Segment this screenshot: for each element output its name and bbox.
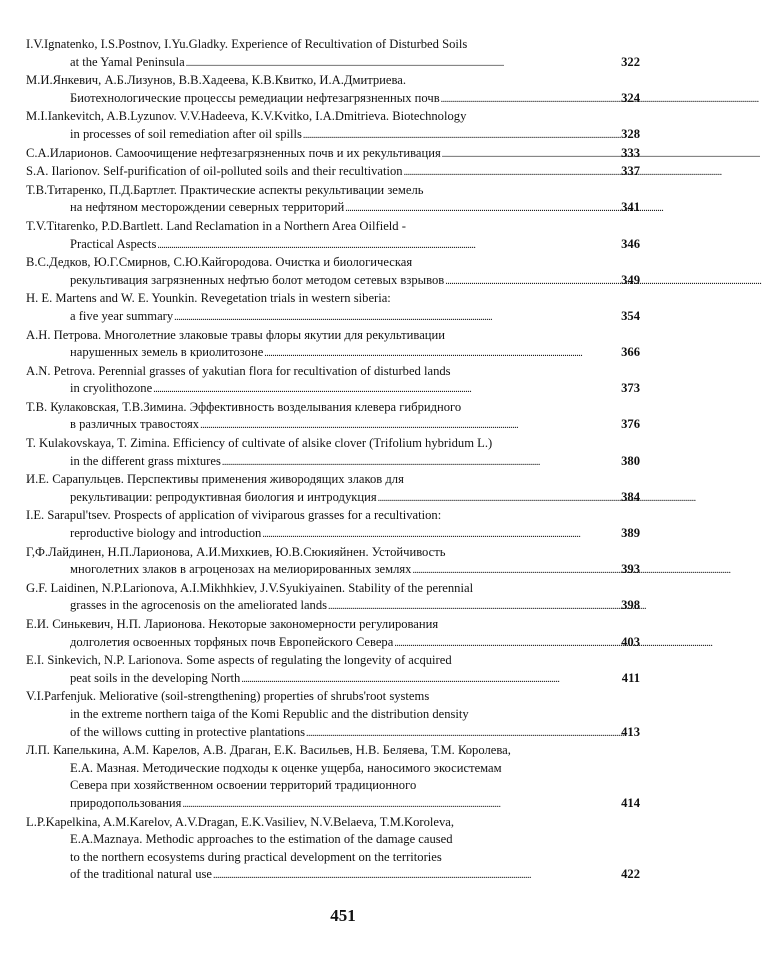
toc-page-number: 380 xyxy=(621,453,640,468)
dot-leader xyxy=(200,416,620,435)
toc-entry-text: Г,Ф.Лайдинен, Н.П.Ларионова, А.И.Михкиев, Ю.В.Сюкияйнен. Устойчивость xyxy=(26,544,446,559)
toc-entry-line xyxy=(26,254,640,272)
toc-entry-text: in the extreme northern taiga of the Komi Republic and the distribution density xyxy=(70,706,469,721)
toc-page-number: 373 xyxy=(621,381,640,396)
toc-entry-line xyxy=(26,866,640,885)
toc-page-number: 376 xyxy=(621,417,640,432)
toc-entry-text: reproductive biology and introduction xyxy=(70,526,262,541)
toc-entry xyxy=(26,580,640,616)
toc-entry-line xyxy=(26,36,640,54)
toc-entry-line xyxy=(26,145,640,164)
toc-page-number: 389 xyxy=(621,526,640,541)
toc-entry-text: Биотехнологические процессы ремедиации нефтезагрязненных почв xyxy=(70,90,440,105)
toc-entry-text: многолетних злаков в агроценозах на мелиорированных землях xyxy=(70,562,412,577)
toc-entry-text: L.P.Kapelkina, A.M.Karelov, A.V.Dragan, E.K.Vasiliev, N.V.Belaeva, T.M.Koroleva, xyxy=(26,814,454,829)
toc-entry xyxy=(26,254,640,290)
toc-entry-line xyxy=(26,327,640,345)
toc-entry-line xyxy=(26,814,640,832)
toc-entry-text: в различных травостоях xyxy=(70,417,200,432)
toc-entry-text: долголетия освоенных торфяных почв Европейского Севера xyxy=(70,634,394,649)
toc-page-number: 322 xyxy=(621,54,640,69)
toc-entry-text: H. E. Martens and W. E. Younkin. Revegetation trials in western siberia: xyxy=(26,291,391,306)
dot-leader xyxy=(442,145,620,164)
toc-entry-text: of the traditional natural use xyxy=(70,867,212,882)
toc-entry-line xyxy=(26,507,640,525)
toc-entry-text: G.F. Laidinen, N.P.Larionova, A.I.Mikhhkiev, J.V.Syukiyainen. Stability of the perennial xyxy=(26,580,474,595)
toc-entry-text: S.A. Ilarionov. Self-purification of oil-polluted soils and their recultivation xyxy=(26,164,403,179)
toc-entry-line xyxy=(26,616,640,634)
toc-entry-line xyxy=(26,108,640,126)
toc-entry-line xyxy=(26,218,640,236)
toc-entry xyxy=(26,652,640,688)
toc-entry xyxy=(26,182,640,218)
toc-entry-text: А.Н. Петрова. Многолетние злаковые травы флоры якутии для рекультивации xyxy=(26,327,445,342)
toc-entry-text: a five year summary xyxy=(70,308,174,323)
toc-entry-line xyxy=(26,724,640,743)
toc-page-number: 422 xyxy=(621,867,640,882)
toc-entry xyxy=(26,327,640,363)
toc-entry-text: A.N. Petrova. Perennial grasses of yakutian flora for recultivation of disturbed lands xyxy=(26,363,451,378)
toc-entry-line xyxy=(26,72,640,90)
toc-entry-text: I.V.Ignatenko, I.S.Postnov, I.Yu.Gladky. Experience of Recultivation of Disturbed Soils xyxy=(26,37,468,51)
toc-entry xyxy=(26,507,640,543)
dot-leader xyxy=(262,525,620,544)
dot-leader xyxy=(157,236,620,255)
toc-entry xyxy=(26,688,640,742)
toc-entry-line xyxy=(26,688,640,706)
toc-entry xyxy=(26,290,640,326)
toc-page-number: 414 xyxy=(621,795,640,810)
toc-entry-line xyxy=(26,670,640,689)
toc-entry-text: peat soils in the developing North xyxy=(70,670,241,685)
toc-entry xyxy=(26,814,640,885)
toc-entry xyxy=(26,399,640,435)
toc-entry-line xyxy=(26,652,640,670)
toc-entry xyxy=(26,471,640,507)
toc-entry-line xyxy=(26,163,640,182)
toc-entry-line xyxy=(26,580,640,598)
toc-entry-line xyxy=(26,236,640,255)
toc-entry-text: нарушенных земель в криолитозоне xyxy=(70,345,264,360)
toc-entry-text: T. Kulakovskaya, T. Zimina. Efficiency of cultivate of alsike clover (Trifolium hybridum L.) xyxy=(26,436,493,451)
toc-entry-line xyxy=(26,544,640,562)
dot-leader xyxy=(241,670,620,689)
toc-entry xyxy=(26,163,640,182)
toc-entry-line xyxy=(26,525,640,544)
dot-leader xyxy=(345,199,620,218)
toc-entry-line xyxy=(26,54,640,73)
toc-entry-line xyxy=(26,290,640,308)
toc-page-number: 398 xyxy=(621,598,640,613)
toc-page-number: 337 xyxy=(621,164,640,179)
toc-entry-text: I.E. Sarapul'tsev. Prospects of application of viviparous grasses for a recultivation: xyxy=(26,508,442,523)
toc-entry-text: grasses in the agrocenosis on the ameliorated lands xyxy=(70,598,328,613)
toc-entry-line xyxy=(26,760,640,778)
table-of-contents xyxy=(26,36,640,885)
toc-entry-line xyxy=(26,363,640,381)
toc-entry-text: рекультивация загрязненных нефтью болот методом сетевых взрывов xyxy=(70,272,445,287)
dot-leader xyxy=(186,54,620,73)
toc-entry-text: V.I.Parfenjuk. Meliorative (soil-strengthening) properties of shrubs'root systems xyxy=(26,689,430,704)
toc-entry-text: Л.П. Капелькина, А.М. Карелов, А.В. Драган, Е.К. Васильев, Н.В. Беляева, Т.М. Королева, xyxy=(26,743,511,758)
toc-entry-line xyxy=(26,344,640,363)
toc-entry-line xyxy=(26,471,640,489)
toc-entry xyxy=(26,72,640,108)
toc-entry-line xyxy=(26,795,640,814)
toc-entry-line xyxy=(26,435,640,453)
toc-entry xyxy=(26,108,640,144)
toc-page-number: 366 xyxy=(621,345,640,360)
toc-entry-text: Севера при хозяйственном освоении территорий традиционного xyxy=(70,778,417,793)
toc-page-number: 354 xyxy=(621,308,640,323)
toc-entry-line xyxy=(26,634,640,653)
toc-entry-text: М.И.Янкевич, А.Б.Лизунов, В.В.Хадеева, К.В.Квитко, И.А.Дмитриева. xyxy=(26,73,407,88)
toc-entry-text: of the willows cutting in protective plantations xyxy=(70,724,306,739)
toc-entry-line xyxy=(26,706,640,724)
toc-entry-text: И.Е. Сарапульцев. Перспективы применения живородящих злаков для xyxy=(26,472,404,487)
toc-entry-text: В.С.Дедков, Ю.Г.Смирнов, С.Ю.Кайгородова. Очистка и биологическая xyxy=(26,255,413,270)
toc-page-number: 324 xyxy=(621,90,640,105)
toc-entry-text: in cryolithozone xyxy=(70,381,153,396)
toc-entry-text: at the Yamal Peninsula xyxy=(70,54,185,69)
toc-entry-line xyxy=(26,742,640,760)
toc-page-number: 346 xyxy=(621,236,640,251)
toc-entry-line xyxy=(26,399,640,417)
toc-entry-text: С.А.Иларионов. Самоочищение нефтезагрязненных почв и их рекультивация xyxy=(26,145,441,160)
toc-entry-text: Т.В. Кулаковская, Т.В.Зимина. Эффективность возделывания клевера гибридного xyxy=(26,399,462,414)
toc-entry-text: to the northern ecosystems during practical development on the territories xyxy=(70,849,442,864)
toc-page-number: 403 xyxy=(621,634,640,649)
toc-entry-text: рекультивации: репродуктивная биология и интродукция xyxy=(70,489,377,504)
toc-entry-line xyxy=(26,489,640,508)
page-number: 451 xyxy=(330,906,356,925)
toc-page-number: 333 xyxy=(621,145,640,160)
toc-entry xyxy=(26,616,640,652)
toc-entry-line xyxy=(26,849,640,867)
toc-entry-text: Practical Aspects xyxy=(70,236,157,251)
toc-entry-text: M.I.Iankevitch, A.B.Lyzunov. V.V.Hadeeva, K.V.Kvitko, I.A.Dmitrieva. Biotechnology xyxy=(26,109,467,124)
dot-leader xyxy=(328,597,620,616)
dot-leader xyxy=(378,489,620,508)
toc-page-number: 411 xyxy=(621,670,640,685)
toc-entry-line xyxy=(26,597,640,616)
toc-entry xyxy=(26,218,640,254)
toc-entry-line xyxy=(26,272,640,291)
toc-page-number: 413 xyxy=(621,724,640,739)
toc-entry-line xyxy=(26,416,640,435)
toc-entry-text: T.V.Titarenko, P.D.Bartlett. Land Reclamation in a Northern Area Oilfield - xyxy=(26,218,406,233)
toc-entry-text: in the different grass mixtures xyxy=(70,453,221,468)
toc-entry xyxy=(26,742,640,813)
toc-entry xyxy=(26,36,640,72)
toc-entry xyxy=(26,363,640,399)
toc-entry xyxy=(26,435,640,471)
toc-entry-text: in processes of soil remediation after oil spills xyxy=(70,126,302,141)
dot-leader xyxy=(412,561,620,580)
toc-entry-text: E.I. Sinkevich, N.P. Larionova. Some aspects of regulating the longevity of acquired xyxy=(26,653,452,668)
toc-entry-line xyxy=(26,831,640,849)
dot-leader xyxy=(306,724,620,743)
toc-entry xyxy=(26,544,640,580)
dot-leader xyxy=(303,126,620,145)
dot-leader xyxy=(182,795,620,814)
toc-page-number: 341 xyxy=(621,200,640,215)
dot-leader xyxy=(264,344,620,363)
dot-leader xyxy=(404,163,621,182)
dot-leader xyxy=(174,308,620,327)
toc-entry-text: на нефтяном месторождении северных территорий xyxy=(70,200,345,215)
toc-entry xyxy=(26,145,640,164)
toc-entry-line xyxy=(26,199,640,218)
toc-entry-line xyxy=(26,126,640,145)
toc-entry-line xyxy=(26,777,640,795)
dot-leader xyxy=(222,453,620,472)
toc-entry-line xyxy=(26,561,640,580)
toc-page-number: 393 xyxy=(621,562,640,577)
toc-entry-line xyxy=(26,308,640,327)
toc-entry-text: Е.А. Мазная. Методические подходы к оценке ущерба, наносимого экосистемам xyxy=(70,760,502,775)
toc-entry-text: Е.И. Синькевич, Н.П. Ларионова. Некоторые закономерности регулирования xyxy=(26,617,439,631)
dot-leader xyxy=(441,90,620,109)
toc-entry-line xyxy=(26,453,640,472)
toc-page-number: 349 xyxy=(621,272,640,287)
dot-leader xyxy=(445,272,620,291)
toc-entry-text: Т.В.Титаренко, П.Д.Бартлет. Практические аспекты рекультивации земель xyxy=(26,182,424,197)
dot-leader xyxy=(153,380,620,399)
toc-entry-text: природопользования xyxy=(70,795,182,810)
dot-leader xyxy=(394,634,620,653)
toc-entry-text: E.A.Maznaya. Methodic approaches to the estimation of the damage caused xyxy=(70,832,453,847)
toc-page-number: 328 xyxy=(621,126,640,141)
toc-entry-line xyxy=(26,90,640,109)
toc-page-number: 384 xyxy=(621,489,640,504)
toc-entry-line xyxy=(26,380,640,399)
dot-leader xyxy=(213,866,620,885)
toc-entry-line xyxy=(26,182,640,200)
